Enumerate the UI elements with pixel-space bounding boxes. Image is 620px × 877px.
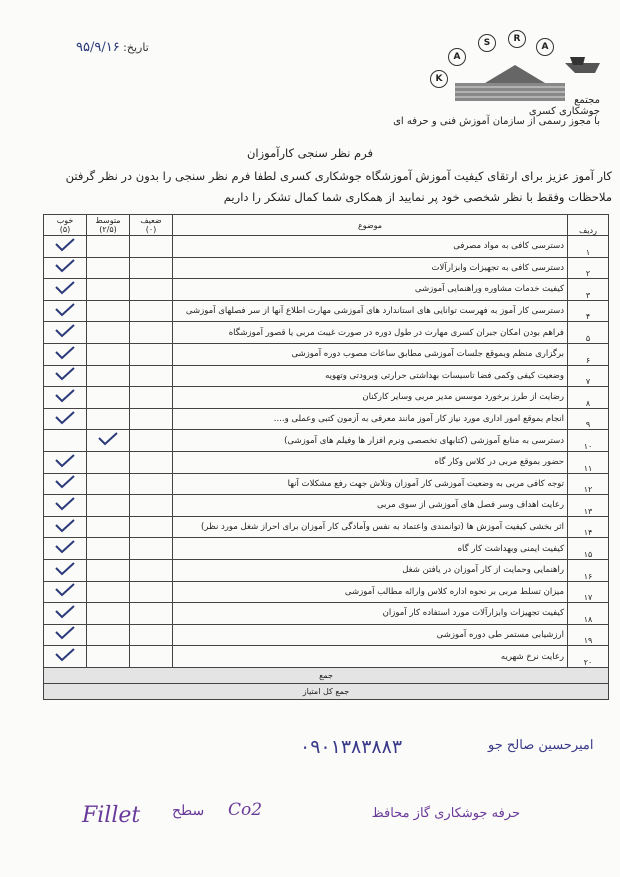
table-row [44,624,609,646]
rating-weak[interactable] [130,603,173,625]
rating-good[interactable] [44,236,87,258]
rating-good[interactable] [44,538,87,560]
rating-weak[interactable] [130,451,173,473]
rating-good[interactable] [44,300,87,322]
checkmark-icon [54,324,76,338]
checkmark-icon [54,519,76,533]
row-topic: فراهم بودن امکان جبران کسری مهارت در طول دوره در صورت غیبت مربی یا قصور آموزشگاه [173,322,568,344]
row-topic: رضایت از طرز برخورد موسس مدیر مربی وسایر کارکنان [173,387,568,409]
row-number: ۳ [568,279,609,301]
good-score: (۵) [59,225,71,234]
row-topic: دسترسی کار آموز به فهرست توانایی های استاندارد های آموزشی مهارت اطلاع آنها از سر فصلهای آموزشی [173,300,568,322]
row-number: ۱۴ [568,516,609,538]
weak-score: (۰) [145,225,157,234]
sum-row [44,667,609,683]
checkmark-icon [54,411,76,425]
table-row [44,451,609,473]
checkmark-icon [54,454,76,468]
header-good [44,215,87,236]
row-number: ۱۱ [568,451,609,473]
rating-medium[interactable] [87,365,130,387]
rating-medium[interactable] [87,300,130,322]
rating-weak[interactable] [130,236,173,258]
table-header-row [44,215,609,236]
row-number: ۱۸ [568,603,609,625]
logo-letter: A [536,38,554,56]
rating-medium[interactable] [87,279,130,301]
survey-table [43,214,609,700]
checkmark-icon [54,605,76,619]
rating-good[interactable] [44,451,87,473]
row-topic: کیفیت تجهیزات وابزارآلات مورد استفاده کار آموزان [173,603,568,625]
row-topic: دسترسی کافی به مواد مصرفی [173,236,568,258]
header-weak [130,215,173,236]
rating-medium[interactable] [87,559,130,581]
table-row [44,646,609,668]
row-number: ۲۰ [568,646,609,668]
sum-label: جمع [44,667,609,683]
row-topic: رعایت اهداف وسر فصل های آموزشی از سوی مربی [173,495,568,517]
checkmark-icon [54,475,76,489]
row-topic: کیفیت ایمنی وبهداشت کار گاه [173,538,568,560]
rating-good[interactable] [44,279,87,301]
row-topic: میزان تسلط مربی بر نحوه اداره کلاس وارائه مطالب آموزشی [173,581,568,603]
checkmark-icon [54,259,76,273]
medium-label: متوسط [95,216,121,225]
row-number: ۱ [568,236,609,258]
checkmark-icon [54,626,76,640]
rating-weak[interactable] [130,516,173,538]
rating-good[interactable] [44,559,87,581]
date-field [76,40,149,55]
row-number: ۹ [568,408,609,430]
checkmark-icon [97,432,119,446]
table-row [44,603,609,625]
checkmark-icon [54,367,76,381]
handwritten-note-2: حرفه جوشکاری گاز محافظ [371,806,520,821]
table-row [44,365,609,387]
checkmark-icon [54,540,76,554]
table-row [44,387,609,409]
rating-good[interactable] [44,473,87,495]
header-topic: موضوع [173,215,568,236]
handwritten-note: سطح [172,803,205,819]
row-topic: حضور بموقع مربی در کلاس وکار گاه [173,451,568,473]
rating-weak[interactable] [130,624,173,646]
rating-medium[interactable] [87,408,130,430]
handwritten-co2: Co2 [228,800,263,820]
logo-letter: S [478,34,496,52]
rating-weak[interactable] [130,343,173,365]
rating-medium[interactable] [87,495,130,517]
rating-weak[interactable] [130,430,173,452]
rating-good[interactable] [44,408,87,430]
rating-good[interactable] [44,581,87,603]
table-row [44,279,609,301]
rating-good[interactable] [44,343,87,365]
rating-good[interactable] [44,646,87,668]
signature: امیرحسین صالح جو [488,738,594,753]
table-row [44,538,609,560]
row-number: ۱۷ [568,581,609,603]
handwritten-fillet: Fillet [82,803,141,828]
rating-medium[interactable] [87,236,130,258]
rating-good[interactable] [44,257,87,279]
table-body [44,236,609,668]
table-row [44,257,609,279]
intro-text: کار آموز عزیز برای ارتقای کیفیت آموزش آموزشگاه جوشکاری کسری لطفا فرم نظر سنجی را بدون در نظر گرفتن ملاحظات وفقط با نظر شخصی خود پر نمایید از همکاری شما کمال تشکر را داریم [65,169,612,204]
row-topic: رعایت نرخ شهریه [173,646,568,668]
table-row [44,300,609,322]
checkmark-icon [54,389,76,403]
row-topic: برگزاری منظم وبموقع جلسات آموزشی مطابق ساعات مصوب دوره آموزشی [173,343,568,365]
table-row [44,516,609,538]
table-row [44,430,609,452]
row-number: ۸ [568,387,609,409]
rating-weak[interactable] [130,495,173,517]
total-row [44,683,609,699]
table-row [44,343,609,365]
phone-number: ۰۹۰۱۳۸۳۸۸۳ [300,736,403,758]
checkmark-icon [54,303,76,317]
rating-weak[interactable] [130,279,173,301]
row-number: ۱۹ [568,624,609,646]
logo-letter: R [508,30,526,48]
rating-good[interactable] [44,430,87,452]
table-row [44,322,609,344]
row-topic: انجام بموقع امور اداری مورد نیاز کار آموز مانند معرفی به آزمون کتبی وعملی و.... [173,408,568,430]
rating-medium[interactable] [87,343,130,365]
checkmark-icon [54,281,76,295]
row-number: ۱۶ [568,559,609,581]
rating-medium[interactable] [87,538,130,560]
row-number: ۲ [568,257,609,279]
rating-weak[interactable] [130,646,173,668]
table-row [44,473,609,495]
row-number: ۵ [568,322,609,344]
rating-weak[interactable] [130,473,173,495]
checkmark-icon [54,583,76,597]
rating-medium[interactable] [87,430,130,452]
rating-good[interactable] [44,387,87,409]
rating-medium[interactable] [87,473,130,495]
rating-weak[interactable] [130,365,173,387]
rating-weak[interactable] [130,408,173,430]
rating-medium[interactable] [87,581,130,603]
row-topic: اثر بخشی کیفیت آموزش ها (توانمندی واعتماد به نفس وآمادگی کار آموزان برای احراز شغل مورد نظر) [173,516,568,538]
rating-weak[interactable] [130,300,173,322]
logo-letter: K [430,70,448,88]
form-title: فرم نظر سنجی کارآموزان [246,146,374,160]
row-number: ۱۵ [568,538,609,560]
company-name-line1: مجتمع [574,95,600,106]
rating-medium[interactable] [87,646,130,668]
company-name-line2: جوشکاری کسری [528,106,600,117]
row-number: ۱۰ [568,430,609,452]
rating-good[interactable] [44,495,87,517]
row-number: ۶ [568,343,609,365]
checkmark-icon [54,497,76,511]
rating-good[interactable] [44,322,87,344]
rating-weak[interactable] [130,581,173,603]
row-topic: راهنمایی وحمایت از کار آموزان در یافتن شغل [173,559,568,581]
table-row [44,408,609,430]
date-label: تاریخ: [123,41,149,54]
good-label: خوب [56,216,74,225]
header-radif: ردیف [568,215,609,236]
rating-medium[interactable] [87,257,130,279]
rating-weak[interactable] [130,538,173,560]
row-topic: دسترسی کافی به تجهیزات وابزارآلات [173,257,568,279]
company-license: با مجوز رسمی از سازمان آموزش فنی و حرفه ای [393,116,600,127]
row-number: ۷ [568,365,609,387]
row-topic: توجه کافی مربی به وضعیت آموزشی کار آموزان وتلاش جهت رفع مشکلات آنها [173,473,568,495]
rating-good[interactable] [44,624,87,646]
row-topic: کیفیت خدمات مشاوره وراهنمایی آموزشی [173,279,568,301]
checkmark-icon [54,346,76,360]
checkmark-icon [54,238,76,252]
rating-weak[interactable] [130,559,173,581]
rating-weak[interactable] [130,322,173,344]
table-row [44,559,609,581]
table-row [44,581,609,603]
table-row [44,236,609,258]
company-name [480,95,600,117]
rating-medium[interactable] [87,624,130,646]
rating-medium[interactable] [87,451,130,473]
row-topic: دسترسی به منابع آموزشی (کتابهای تخصصی ونرم افزار ها وفیلم های آموزشی) [173,430,568,452]
rating-weak[interactable] [130,387,173,409]
medium-score: (۲/۵) [99,225,117,234]
rating-medium[interactable] [87,387,130,409]
rating-weak[interactable] [130,257,173,279]
header-medium [87,215,130,236]
logo-letter: A [448,48,466,66]
row-topic: وضعیت کیفی وکمی فضا تاسیسات بهداشتی حرارتی وبرودتی وتهویه [173,365,568,387]
table-row [44,495,609,517]
rating-medium[interactable] [87,603,130,625]
checkmark-icon [54,562,76,576]
checkmark-icon [54,648,76,662]
rating-medium[interactable] [87,516,130,538]
weak-label: ضعیف [140,216,162,225]
row-number: ۱۳ [568,495,609,517]
rating-good[interactable] [44,603,87,625]
row-number: ۴ [568,300,609,322]
total-label: جمع کل امتیاز [44,683,609,699]
date-value: ۹۵/۹/۱۶ [76,40,120,55]
rating-good[interactable] [44,365,87,387]
row-topic: ارزشیابی مستمر طی دوره آموزشی [173,624,568,646]
row-number: ۱۲ [568,473,609,495]
rating-medium[interactable] [87,322,130,344]
rating-good[interactable] [44,516,87,538]
